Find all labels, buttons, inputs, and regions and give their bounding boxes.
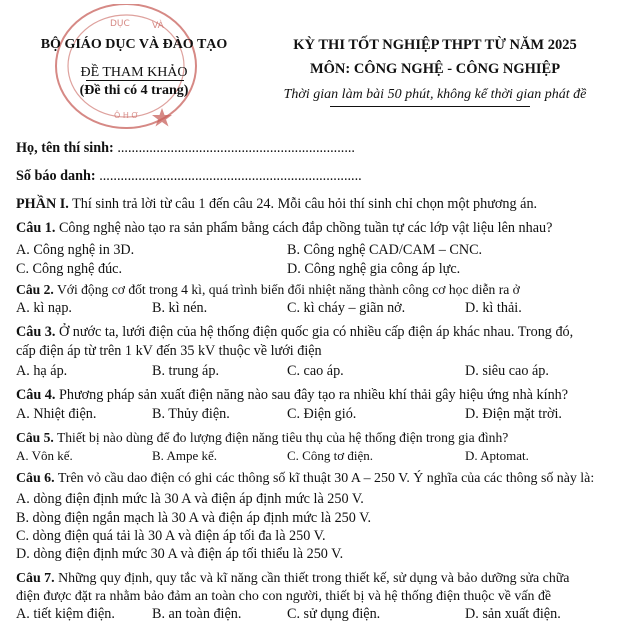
- question-text: Ở nước ta, lưới điện của hệ thống điện quốc gia có nhiều cấp điện áp khác nhau. Trong đó,: [58, 324, 574, 340]
- option-a[interactable]: A. Vôn kế.: [16, 448, 73, 463]
- section-instruction: Thí sinh trả lời từ câu 1 đến câu 24. Mỗi câu hỏi thí sinh chỉ chọn một phương án.: [72, 196, 538, 212]
- question-text: Công nghệ nào tạo ra sản phẩm bằng cách đắp chồng tuần tự các lớp vật liệu lên nhau?: [58, 220, 553, 236]
- reference-label: ĐỀ THAM KHẢO: [80, 65, 188, 80]
- option-b[interactable]: B. Công nghệ CAD/CAM – CNC.: [287, 242, 483, 258]
- option-c[interactable]: C. Điện gió.: [287, 406, 357, 422]
- ministry-name: BỘ GIÁO DỤC VÀ ĐÀO TẠO: [40, 37, 228, 52]
- section-header: [16, 196, 537, 214]
- question-7: [16, 570, 626, 587]
- option-b[interactable]: B. Ampe kế.: [152, 448, 217, 463]
- pages-note: (Đề thi có 4 trang): [79, 83, 189, 98]
- option-c[interactable]: C. Công tơ điện.: [287, 448, 373, 463]
- option-d[interactable]: D. Điện mặt trời.: [465, 406, 562, 422]
- section-title: PHẦN I.: [16, 196, 69, 212]
- option-a[interactable]: A. Công nghệ in 3D.: [16, 242, 135, 258]
- option-b[interactable]: B. an toàn điện.: [152, 606, 242, 622]
- question-4: [16, 387, 626, 405]
- question-number: Câu 1.: [16, 220, 56, 236]
- question-number: Câu 4.: [16, 387, 56, 403]
- question-5: [16, 430, 626, 447]
- student-name-field[interactable]: ...................................................................: [117, 140, 355, 156]
- option-a[interactable]: A. hạ áp.: [16, 363, 68, 379]
- question-text: Với động cơ đốt trong 4 kì, quá trình biến đổi nhiệt năng thành công cơ học diễn ra ở: [56, 282, 520, 297]
- student-name-row: [16, 140, 355, 158]
- question-3-line-2: cấp điện áp từ trên 1 kV đến 35 kV thuộc về lưới điện: [16, 343, 322, 359]
- subject-title: MÔN: CÔNG NGHỆ - CÔNG NGHIỆP: [309, 61, 561, 77]
- time-note: Thời gian làm bài 50 phút, không kể thời gian phát đề: [283, 87, 587, 102]
- question-6: [16, 470, 626, 487]
- question-2: [16, 282, 626, 299]
- option-c[interactable]: C. Công nghệ đúc.: [16, 261, 123, 277]
- student-name-label: Họ, tên thí sinh:: [16, 140, 114, 156]
- svg-text:DỤC: DỤC: [110, 19, 130, 29]
- option-d[interactable]: D. Aptomat.: [465, 448, 529, 463]
- option-c[interactable]: C. cao áp.: [287, 363, 344, 379]
- option-a[interactable]: A. dòng điện định mức là 30 A và điện áp định mức là 250 V.: [16, 491, 364, 507]
- svg-text:VÀ: VÀ: [152, 21, 164, 31]
- option-c[interactable]: C. kì cháy – giãn nở.: [287, 300, 406, 316]
- option-b[interactable]: B. kì nén.: [152, 300, 208, 316]
- option-c[interactable]: C. sử dụng điện.: [287, 606, 381, 622]
- option-d[interactable]: D. kì thải.: [465, 300, 522, 316]
- question-text: Phương pháp sản xuất điện năng nào sau đây tạo ra nhiều khí thải gây hiệu ứng nhà kính?: [58, 387, 569, 403]
- option-d[interactable]: D. dòng điện định mức 30 A và điện áp tối thiểu là 250 V.: [16, 546, 344, 562]
- option-b[interactable]: B. trung áp.: [152, 363, 219, 379]
- option-a[interactable]: A. Nhiệt điện.: [16, 406, 97, 422]
- question-text: Trên vỏ cầu dao điện có ghi các thông số kĩ thuật 30 A – 250 V. Ý nghĩa của các thông số này là:: [57, 471, 595, 486]
- option-a[interactable]: A. tiết kiệm điện.: [16, 606, 115, 622]
- student-id-field[interactable]: ..........................................................................: [99, 168, 362, 184]
- option-d[interactable]: D. Công nghệ gia công áp lực.: [287, 261, 461, 277]
- option-a[interactable]: A. kì nạp.: [16, 300, 72, 316]
- ref-label-underline: [86, 80, 184, 81]
- option-c[interactable]: C. dòng điện quá tải là 30 A và điện áp tối đa là 250 V.: [16, 528, 326, 544]
- question-text: Thiết bị nào dùng để đo lượng điện năng tiêu thụ của hệ thống điện trong gia đình?: [56, 430, 509, 445]
- exam-title: KỲ THI TỐT NGHIỆP THPT TỪ NĂM 2025: [293, 37, 577, 53]
- student-id-row: [16, 168, 362, 186]
- student-id-label: Số báo danh:: [16, 168, 96, 184]
- option-d[interactable]: D. siêu cao áp.: [465, 363, 549, 379]
- svg-text:Ô H Ơ: Ô H Ơ: [114, 111, 139, 120]
- question-1: [16, 220, 626, 238]
- header-underline: [330, 106, 530, 107]
- question-number: Câu 3.: [16, 324, 56, 340]
- option-d[interactable]: D. sản xuất điện.: [465, 606, 561, 622]
- option-b[interactable]: B. dòng điện ngắn mạch là 30 A và điện áp định mức là 250 V.: [16, 510, 372, 526]
- question-number: Câu 2.: [16, 282, 54, 297]
- option-b[interactable]: B. Thủy điện.: [152, 406, 230, 422]
- question-7-line-2: điện được đặt ra nhằm bảo đảm an toàn cho con người, thiết bị và hệ thống điện thuộc về vấn đề: [16, 589, 552, 604]
- question-number: Câu 7.: [16, 571, 55, 586]
- question-number: Câu 5.: [16, 430, 54, 445]
- question-number: Câu 6.: [16, 471, 55, 486]
- question-3: [16, 324, 626, 342]
- question-text: Những quy định, quy tắc và kĩ năng cần thiết trong thiết kế, sử dụng và bảo dưỡng sửa chữa: [58, 571, 570, 586]
